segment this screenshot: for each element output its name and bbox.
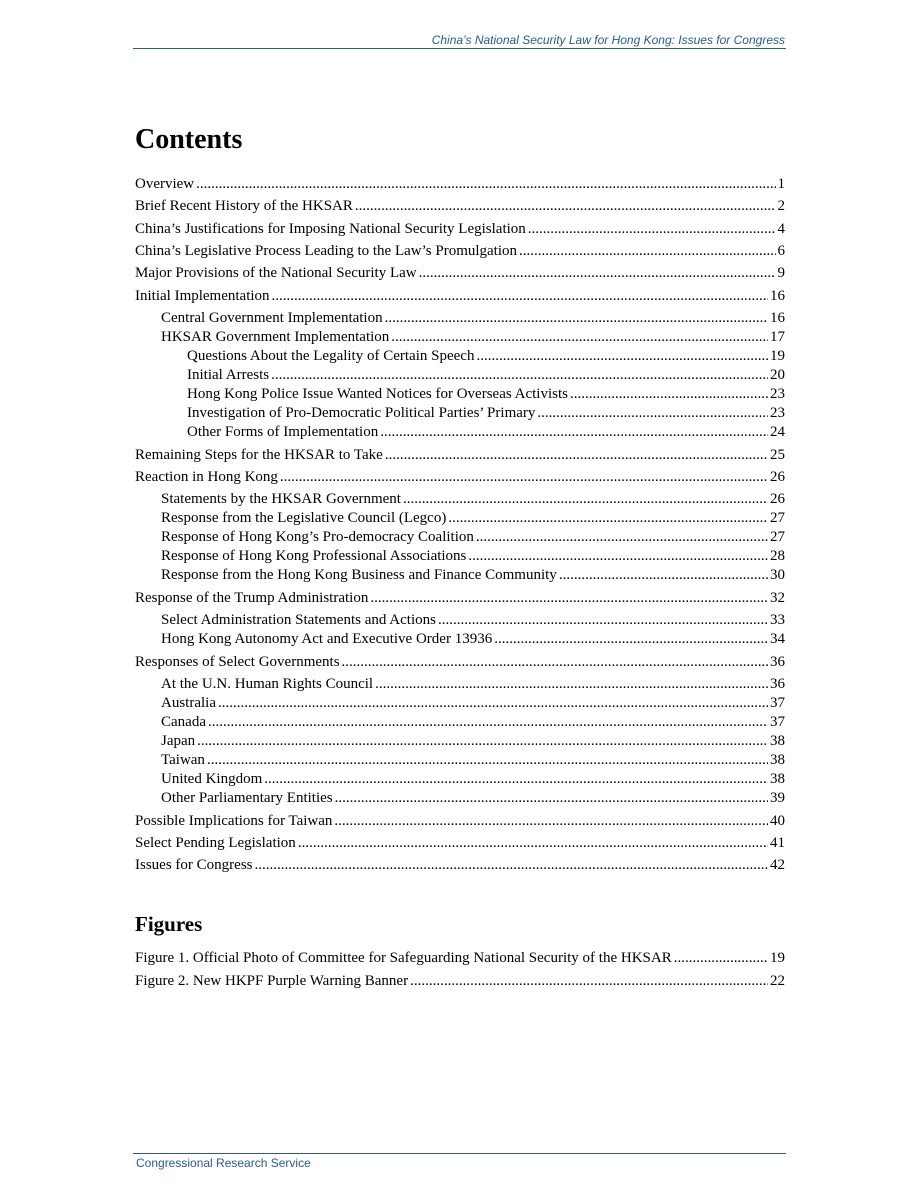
page-number: 25	[770, 447, 785, 463]
contents-title: Contents	[135, 124, 243, 155]
page-number: 38	[770, 771, 785, 787]
toc-entry[interactable]	[161, 528, 785, 546]
toc-entry[interactable]	[135, 287, 785, 305]
page-number: 42	[770, 857, 785, 873]
entry-title: Response from the Hong Kong Business and Finance Community	[161, 567, 557, 583]
entry-title: Japan	[161, 733, 196, 749]
entry-title: China’s Legislative Process Leading to the Law’s Promulgation	[135, 243, 518, 259]
entry-title: Questions About the Legality of Certain Speech	[187, 348, 475, 364]
page-number: 39	[770, 790, 785, 806]
dot-leader	[271, 366, 768, 384]
toc-entry[interactable]	[135, 446, 785, 464]
entry-title: Select Administration Statements and Actions	[161, 612, 436, 628]
dot-leader	[537, 404, 768, 422]
figures-title: Figures	[135, 912, 203, 936]
dot-leader	[391, 328, 768, 346]
entry-title: Response from the Legislative Council (Legco)	[161, 510, 447, 526]
dot-leader	[380, 423, 768, 441]
toc-entry[interactable]	[135, 653, 785, 671]
footer-rule	[133, 1153, 786, 1154]
entry-title: Overview	[135, 176, 195, 192]
dot-leader	[468, 547, 768, 565]
dot-leader	[403, 490, 768, 508]
entry-title: Responses of Select Governments	[135, 654, 340, 670]
toc-entry[interactable]	[135, 856, 785, 874]
page-number: 30	[770, 567, 785, 583]
dot-leader	[197, 732, 768, 750]
dot-leader	[335, 789, 768, 807]
entry-title: Investigation of Pro-Democratic Political Parties’ Primary	[187, 405, 536, 421]
page-number: 40	[770, 813, 785, 829]
dot-leader	[385, 446, 768, 464]
dot-leader	[370, 589, 768, 607]
entry-title: Other Parliamentary Entities	[161, 790, 333, 806]
toc-entry[interactable]	[161, 509, 785, 527]
entry-title: China’s Justifications for Imposing National Security Legislation	[135, 221, 526, 237]
toc-entry[interactable]	[161, 751, 785, 769]
entry-title: Select Pending Legislation	[135, 835, 296, 851]
figure-entry[interactable]	[135, 949, 785, 967]
dot-leader	[476, 528, 768, 546]
entry-title: Hong Kong Police Issue Wanted Notices for Overseas Activists	[187, 386, 568, 402]
page-number: 16	[770, 288, 785, 304]
dot-leader	[298, 834, 768, 852]
dot-leader	[207, 751, 768, 769]
toc-entry[interactable]	[135, 242, 785, 260]
toc-entry[interactable]	[187, 423, 785, 441]
page-number: 20	[770, 367, 785, 383]
toc-entry[interactable]	[161, 770, 785, 788]
entry-title: Figure 1. Official Photo of Committee for Safeguarding National Security of the HKSAR	[135, 950, 672, 966]
page-number: 24	[770, 424, 785, 440]
page-number: 37	[770, 714, 785, 730]
dot-leader	[196, 175, 775, 193]
dot-leader	[570, 385, 768, 403]
page-number: 38	[770, 733, 785, 749]
entry-title: HKSAR Government Implementation	[161, 329, 390, 345]
toc-entry[interactable]	[161, 789, 785, 807]
dot-leader	[559, 566, 768, 584]
dot-leader	[674, 949, 768, 967]
entry-title: Major Provisions of the National Security Law	[135, 265, 417, 281]
toc-entry[interactable]	[187, 347, 785, 365]
page-number: 9	[777, 265, 785, 281]
toc-entry[interactable]	[161, 675, 785, 693]
running-header: China’s National Security Law for Hong Kong: Issues for Congress	[431, 33, 785, 47]
dot-leader	[280, 468, 768, 486]
entry-title: Australia	[161, 695, 216, 711]
page-number: 22	[770, 973, 785, 989]
page-number: 27	[770, 510, 785, 526]
page-number: 34	[770, 631, 785, 647]
dot-leader	[448, 509, 768, 527]
footer-publisher: Congressional Research Service	[136, 1156, 311, 1170]
page-number: 23	[770, 386, 785, 402]
dot-leader	[519, 242, 775, 260]
page-number: 4	[777, 221, 785, 237]
toc-entry[interactable]	[135, 220, 785, 238]
page-number: 23	[770, 405, 785, 421]
dot-leader	[375, 675, 768, 693]
page-number: 2	[777, 198, 785, 214]
entry-title: Remaining Steps for the HKSAR to Take	[135, 447, 383, 463]
toc-entry[interactable]	[135, 589, 785, 607]
page-number: 19	[770, 950, 785, 966]
page-number: 19	[770, 348, 785, 364]
entry-title: At the U.N. Human Rights Council	[161, 676, 374, 692]
toc-entry[interactable]	[135, 834, 785, 852]
entry-title: Reaction in Hong Kong	[135, 469, 278, 485]
dot-leader	[476, 347, 768, 365]
toc-entry[interactable]	[135, 468, 785, 486]
toc-entry[interactable]	[161, 547, 785, 565]
toc-entry[interactable]	[161, 490, 785, 508]
entry-title: United Kingdom	[161, 771, 263, 787]
entry-title: Figure 2. New HKPF Purple Warning Banner	[135, 973, 409, 989]
dot-leader	[438, 611, 768, 629]
page-number: 36	[770, 676, 785, 692]
toc-entry[interactable]	[135, 812, 785, 830]
page-number: 41	[770, 835, 785, 851]
toc-entry[interactable]	[135, 175, 785, 193]
entry-title: Hong Kong Autonomy Act and Executive Order 13936	[161, 631, 493, 647]
entry-title: Statements by the HKSAR Government	[161, 491, 401, 507]
dot-leader	[385, 309, 768, 327]
dot-leader	[419, 264, 776, 282]
toc-entry[interactable]	[161, 309, 785, 327]
entry-title: Issues for Congress	[135, 857, 253, 873]
dot-leader	[218, 694, 768, 712]
dot-leader	[410, 972, 768, 990]
toc-entry[interactable]	[161, 611, 785, 629]
figure-entry[interactable]	[135, 972, 785, 990]
page-number: 32	[770, 590, 785, 606]
toc-entry[interactable]	[187, 366, 785, 384]
page-number: 38	[770, 752, 785, 768]
page-number: 27	[770, 529, 785, 545]
dot-leader	[355, 197, 776, 215]
page-number: 1	[777, 176, 785, 192]
dot-leader	[264, 770, 768, 788]
entry-title: Brief Recent History of the HKSAR	[135, 198, 353, 214]
toc-entry[interactable]	[187, 385, 785, 403]
dot-leader	[494, 630, 768, 648]
page-number: 16	[770, 310, 785, 326]
header-rule	[133, 48, 786, 49]
page-number: 36	[770, 654, 785, 670]
entry-title: Central Government Implementation	[161, 310, 383, 326]
toc-entry[interactable]	[187, 404, 785, 422]
entry-title: Initial Implementation	[135, 288, 270, 304]
page-number: 33	[770, 612, 785, 628]
entry-title: Initial Arrests	[187, 367, 270, 383]
entry-title: Response of Hong Kong’s Pro-democracy Coalition	[161, 529, 474, 545]
dot-leader	[272, 287, 768, 305]
entry-title: Other Forms of Implementation	[187, 424, 379, 440]
entry-title: Canada	[161, 714, 206, 730]
toc-entry[interactable]	[161, 630, 785, 648]
dot-leader	[334, 812, 768, 830]
entry-title: Taiwan	[161, 752, 205, 768]
toc-entry[interactable]	[161, 732, 785, 750]
entry-title: Response of Hong Kong Professional Associations	[161, 548, 467, 564]
toc-entry[interactable]	[135, 264, 785, 282]
toc-entry[interactable]	[161, 566, 785, 584]
toc-entry[interactable]	[135, 197, 785, 215]
dot-leader	[208, 713, 768, 731]
toc-entry[interactable]	[161, 328, 785, 346]
page-number: 26	[770, 469, 785, 485]
page-number: 28	[770, 548, 785, 564]
toc-entry[interactable]	[161, 713, 785, 731]
dot-leader	[342, 653, 768, 671]
dot-leader	[255, 856, 769, 874]
entry-title: Possible Implications for Taiwan	[135, 813, 333, 829]
entry-title: Response of the Trump Administration	[135, 590, 369, 606]
page-number: 17	[770, 329, 785, 345]
page-number: 6	[777, 243, 785, 259]
page-number: 37	[770, 695, 785, 711]
toc-entry[interactable]	[161, 694, 785, 712]
dot-leader	[528, 220, 776, 238]
page-number: 26	[770, 491, 785, 507]
